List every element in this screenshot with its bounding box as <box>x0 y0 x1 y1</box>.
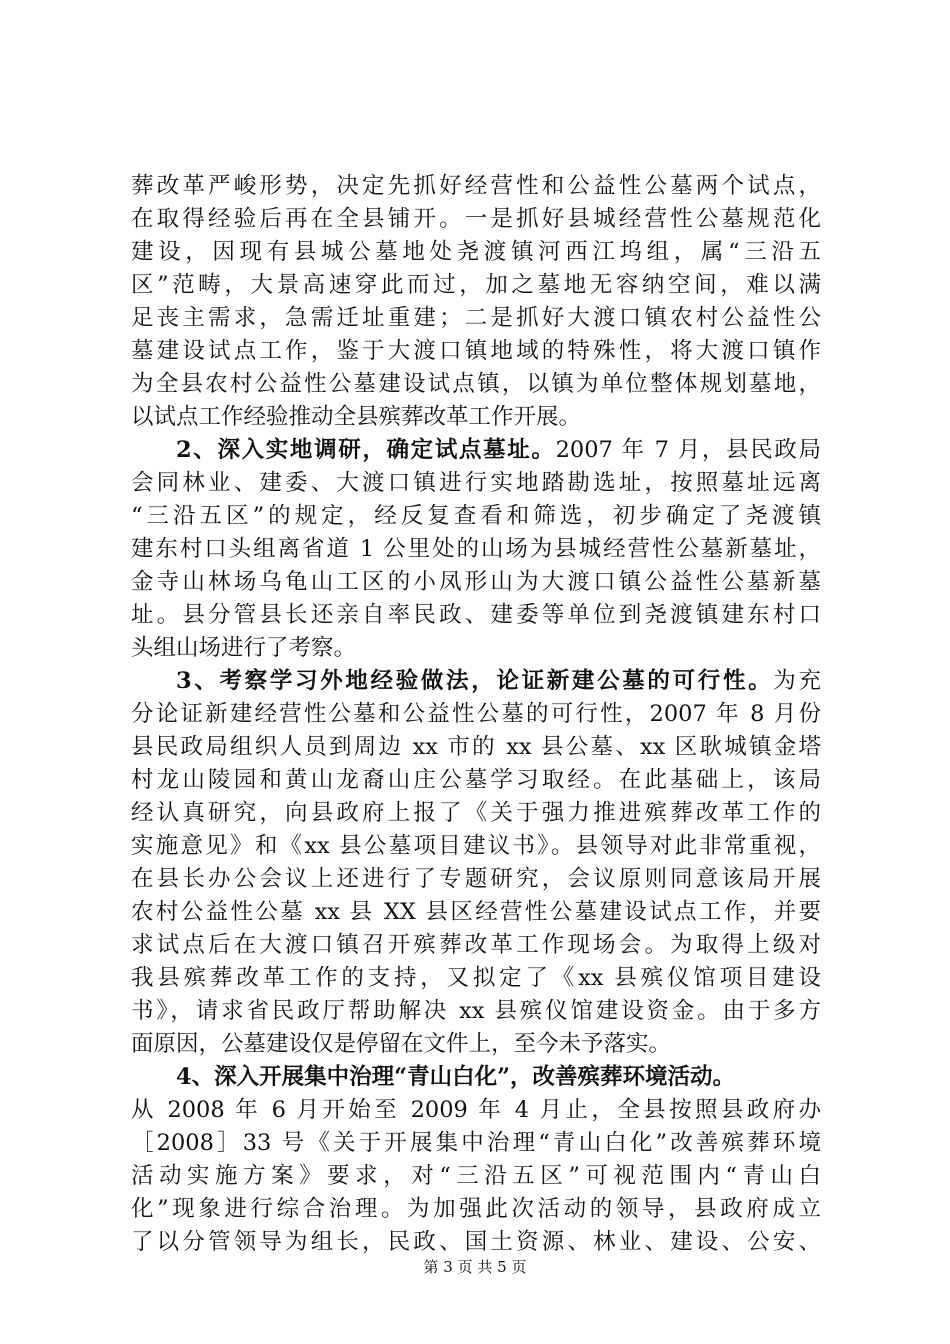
body-line: 活动实施方案》要求，对“三沿五区”可视范围内“青山白 <box>131 1163 821 1189</box>
body-line: 会同林业、建委、大渡口镇进行实地踏勘选址，按照墓址远离 <box>131 470 821 496</box>
body-line: 求试点后在大渡口镇召开殡葬改革工作现场会。为取得上级对 <box>131 932 821 958</box>
body-line: 在取得经验后再在全县铺开。一是抓好县城经营性公墓规范化 <box>131 206 821 232</box>
section-heading: 4、深入开展集中治理“青山白化”，改善殡葬环境活动。 <box>176 1064 736 1090</box>
body-line: 村龙山陵园和黄山龙裔山庄公墓学习取经。在此基础上，该局 <box>131 767 821 793</box>
body-line: 建设，因现有县城公墓地处尧渡镇河西江坞组，属“三沿五 <box>131 239 821 265</box>
body-line: “三沿五区”的规定，经反复查看和筛选，初步确定了尧渡镇 <box>131 503 821 529</box>
body-line: 实施意见》和《xx 县公墓项目建议书》。县领导对此非常重视， <box>131 833 821 859</box>
section-heading-line <box>131 665 821 698</box>
document-body <box>131 170 821 1259</box>
body-line: 头组山场进行了考察。 <box>131 635 357 661</box>
body-line: 面原因，公墓建设仅是停留在文件上，至今未予落实。 <box>131 1031 672 1057</box>
body-line: 为全县农村公益性公墓建设试点镇，以镇为单位整体规划墓地， <box>131 371 821 397</box>
section-heading-line <box>131 434 821 467</box>
page-number-footer: 第 3 页 共 5 页 <box>423 1258 527 1276</box>
body-line: 址。县分管县长还亲自率民政、建委等单位到尧渡镇建东村口 <box>131 602 821 628</box>
body-line: 葬改革严峻形势，决定先抓好经营性和公益性公墓两个试点， <box>131 173 821 199</box>
body-line: 金寺山林场乌龟山工区的小凤形山为大渡口镇公益性公墓新墓 <box>131 569 821 595</box>
section-heading: 2、深入实地调研，确定试点墓址。 <box>176 437 556 463</box>
body-line: 足丧主需求，急需迁址重建；二是抓好大渡口镇农村公益性公 <box>131 305 821 331</box>
body-text: 为充 <box>773 668 821 694</box>
body-line: 在县长办公会议上还进行了专题研究，会议原则同意该局开展 <box>131 866 821 892</box>
body-line: 农村公益性公墓 xx 县 XX 县区经营性公墓建设试点工作，并要 <box>131 899 821 925</box>
body-line: 分论证新建经营性公墓和公益性公墓的可行性，2007 年 8 月份 <box>131 701 821 727</box>
section-heading: 3、考察学习外地经验做法，论证新建公墓的可行性。 <box>176 668 774 694</box>
body-line: 以试点工作经验推动全县殡葬改革工作开展。 <box>131 404 582 430</box>
body-line: 县民政局组织人员到周边 xx 市的 xx 县公墓、xx 区耿城镇金塔 <box>131 734 821 760</box>
body-line: 书》，请求省民政厅帮助解决 xx 县殡仪馆建设资金。由于多方 <box>131 998 821 1024</box>
body-line: 墓建设试点工作，鉴于大渡口镇地域的特殊性，将大渡口镇作 <box>131 338 821 364</box>
body-line: 我县殡葬改革工作的支持，又拟定了《xx 县殡仪馆项目建设 <box>131 965 821 991</box>
section-heading-line <box>131 1061 821 1094</box>
body-line: 建东村口头组离省道 1 公里处的山场为县城经营性公墓新墓址， <box>131 536 821 562</box>
body-line: 了以分管领导为组长，民政、国土资源、林业、建设、公安、 <box>131 1229 821 1255</box>
body-line: ［2008］33 号《关于开展集中治理“青山白化”改善殡葬环境 <box>131 1130 821 1156</box>
body-line: 经认真研究，向县政府上报了《关于强力推进殡葬改革工作的 <box>131 800 821 826</box>
body-line: 从 2008 年 6 月开始至 2009 年 4 月止，全县按照县政府办 <box>131 1097 821 1123</box>
body-line: 区”范畴，大景高速穿此而过，加之墓地无容纳空间，难以满 <box>131 272 821 298</box>
body-line: 化”现象进行综合治理。为加强此次活动的领导，县政府成立 <box>131 1196 821 1222</box>
body-text: 2007 年 7 月，县民政局 <box>555 437 821 463</box>
